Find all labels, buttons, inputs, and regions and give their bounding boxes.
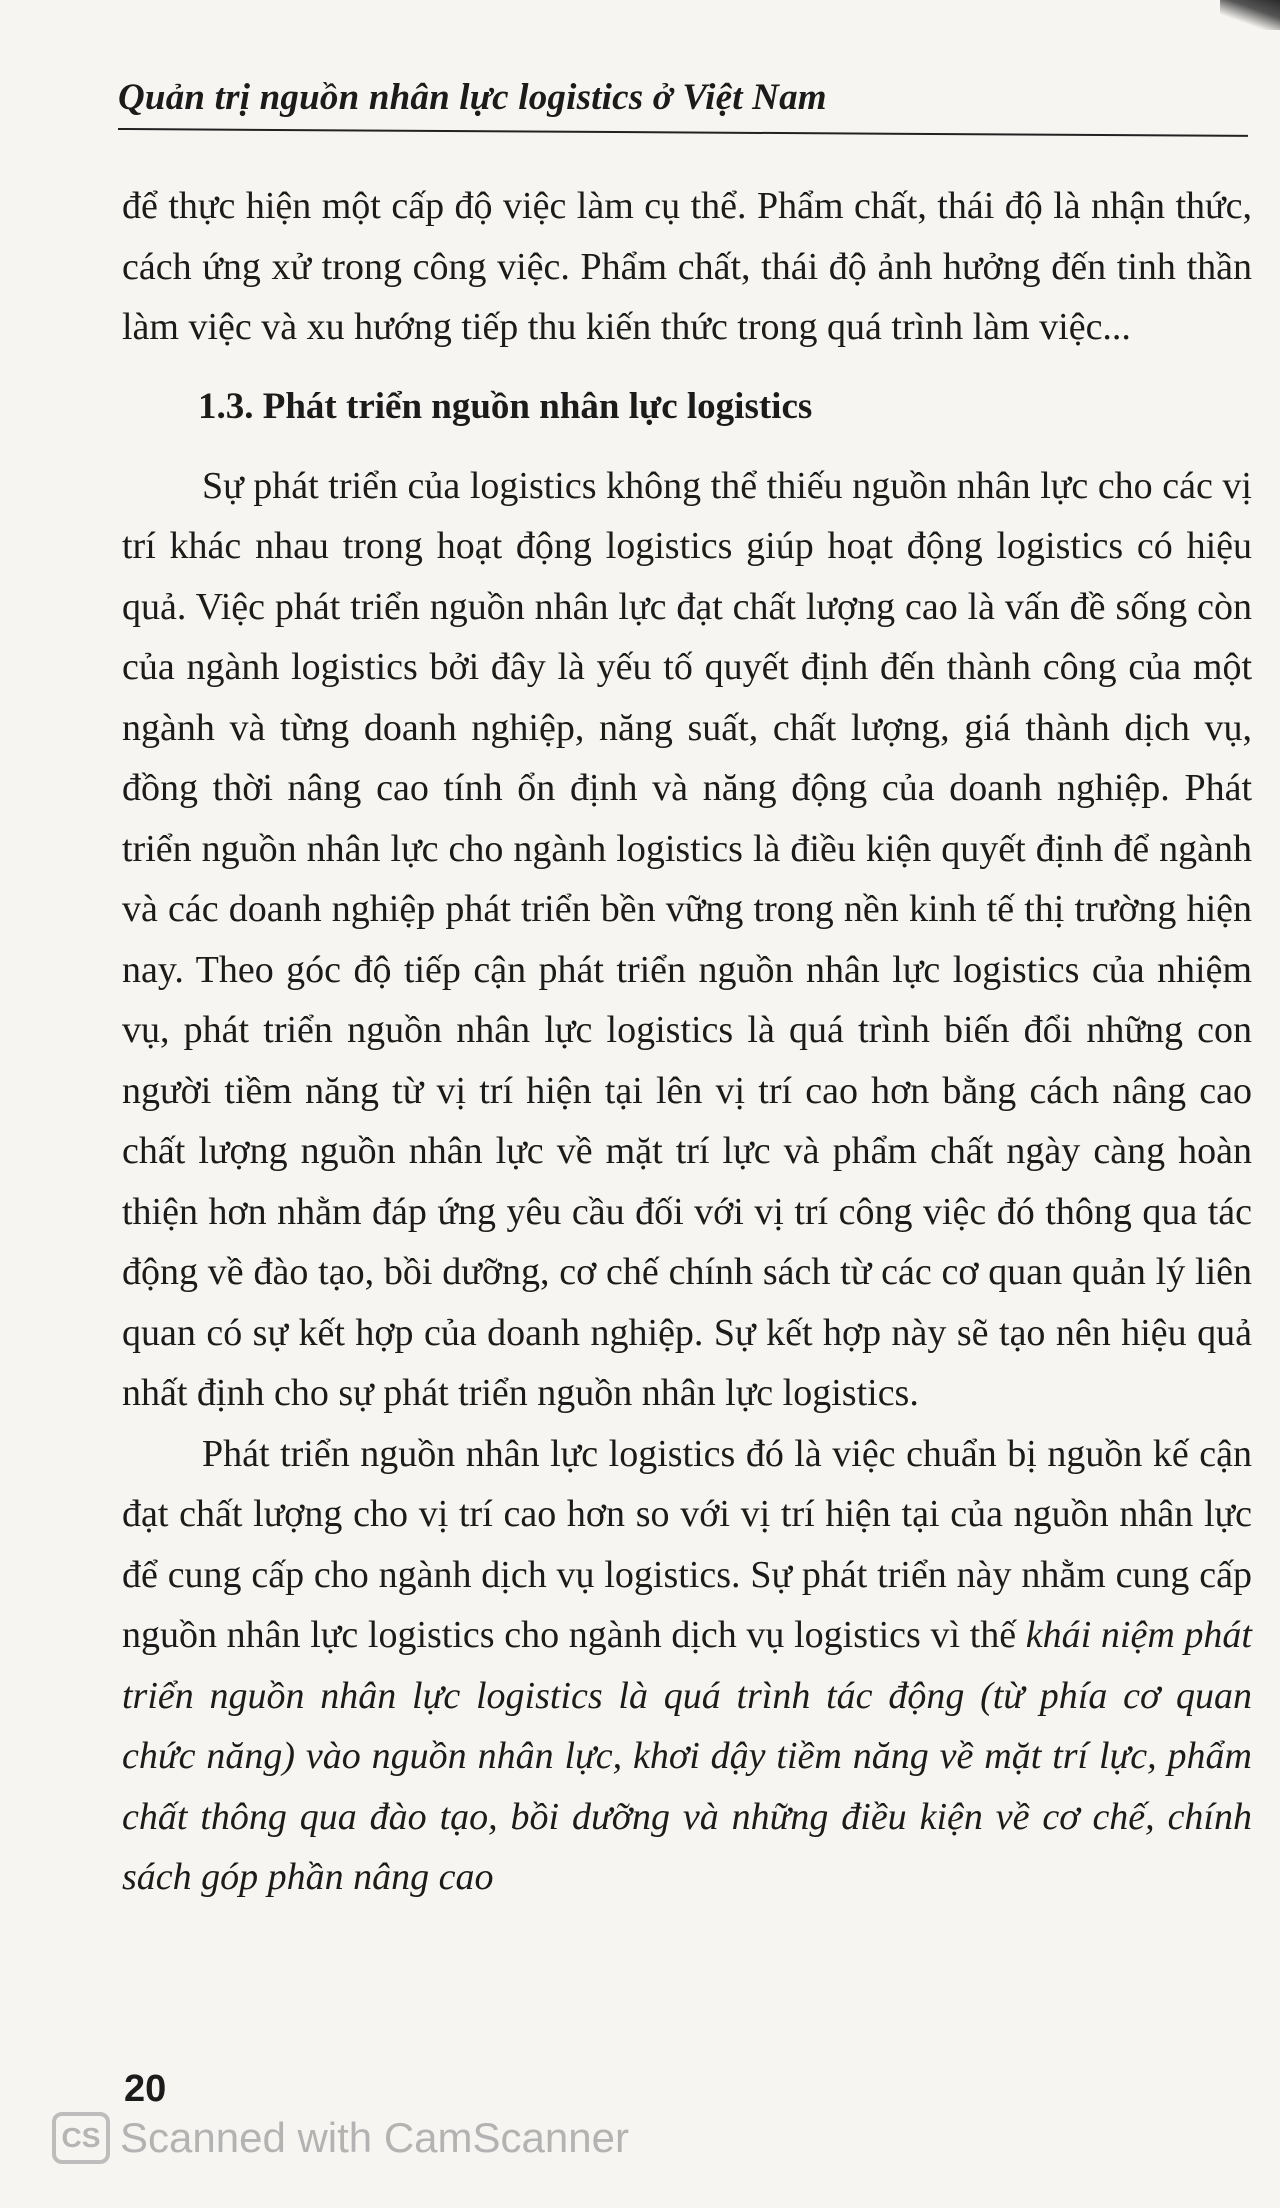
- header-rule: [118, 128, 1248, 137]
- continued-paragraph: để thực hiện một cấp độ việc làm cụ thể. Phẩm chất, thái độ là nhận thức, cách ứng xử trong công việc. Phẩm chất, thái độ ảnh hưởng đến tinh thần làm việc và xu hướng tiếp thu kiến thức trong quá trình làm việc...: [122, 185, 1252, 348]
- paragraph-2-italic-definition: khái niệm phát triển nguồn nhân lực logistics là quá trình tác động (từ phía cơ quan chức năng) vào nguồn nhân lực, khơi dậy tiềm năng về mặt trí lực, phẩm chất thông qua đào tạo, bồi dưỡng và những điều kiện về cơ chế, chính sách góp phần nâng cao: [122, 1614, 1252, 1898]
- page-body: [122, 176, 1252, 1908]
- camscanner-watermark: [52, 2108, 629, 2168]
- paragraph-1: Sự phát triển của logistics không thể thiếu nguồn nhân lực cho các vị trí khác nhau trong hoạt động logistics giúp hoạt động logistics có hiệu quả. Việc phát triển nguồn nhân lực đạt chất lượng cao là vấn đề sống còn của ngành logistics bởi đây là yếu tố quyết định đến thành công của một ngành và từng doanh nghiệp, năng suất, chất lượng, giá thành dịch vụ, đồng thời nâng cao tính ổn định và năng động của doanh nghiệp. Phát triển nguồn nhân lực cho ngành logistics là điều kiện quyết định để ngành và các doanh nghiệp phát triển bền vững trong nền kinh tế thị trường hiện nay. Theo góc độ tiếp cận phát triển nguồn nhân lực logistics của nhiệm vụ, phát triển nguồn nhân lực logistics là quá trình biến đổi những con người tiềm năng từ vị trí hiện tại lên vị trí cao hơn bằng cách nâng cao chất lượng nguồn nhân lực về mặt trí lực và phẩm chất ngày càng hoàn thiện hơn nhằm đáp ứng yêu cầu đối với vị trí công việc đó thông qua tác động về đào tạo, bồi dưỡng, cơ chế chính sách từ các cơ quan quản lý liên quan có sự kết hợp của doanh nghiệp. Sự kết hợp này sẽ tạo nên hiệu quả nhất định cho sự phát triển nguồn nhân lực logistics.: [122, 464, 1252, 1414]
- page-corner-shadow: [1220, 0, 1280, 30]
- paragraph-2: [122, 1424, 1252, 1908]
- paragraph-2-regular: Phát triển nguồn nhân lực logistics đó là việc chuẩn bị nguồn kế cận đạt chất lượng cho vị trí cao hơn so với vị trí hiện tại của nguồn nhân lực để cung cấp cho ngành dịch vụ logistics. Sự phát triển này nhằm cung cấp nguồn nhân lực logistics cho ngành dịch vụ logistics vì thế: [122, 1432, 1252, 1656]
- page-number: 20: [124, 2068, 167, 2110]
- running-header: Quản trị nguồn nhân lực logistics ở Việt Nam: [118, 77, 827, 118]
- watermark-text: Scanned with CamScanner: [120, 2114, 629, 2161]
- section-heading: 1.3. Phát triển nguồn nhân lực logistics: [198, 385, 813, 427]
- camscanner-logo-icon: CS: [52, 2112, 110, 2164]
